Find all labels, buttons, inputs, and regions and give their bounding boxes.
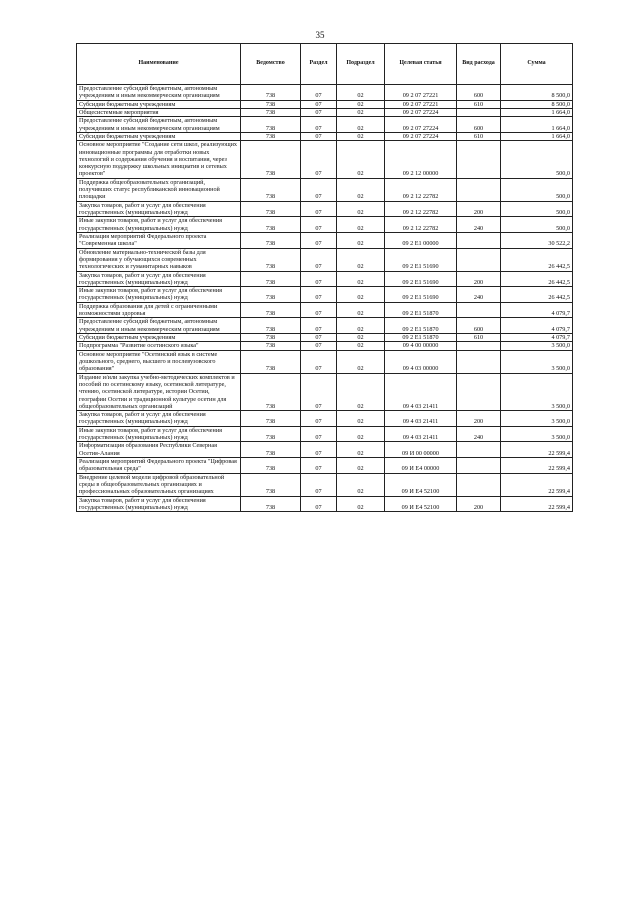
cell-section: 07 bbox=[301, 496, 337, 512]
cell-amount: 26 442,5 bbox=[501, 248, 573, 271]
cell-department: 738 bbox=[241, 350, 301, 373]
cell-amount: 4 079,7 bbox=[501, 334, 573, 342]
cell-section: 07 bbox=[301, 217, 337, 233]
table-row bbox=[77, 117, 573, 133]
cell-name: Субсидии бюджетным учреждениям bbox=[77, 334, 241, 342]
cell-expense-type: 600 bbox=[457, 318, 501, 334]
cell-department: 738 bbox=[241, 318, 301, 334]
cell-name: Закупка товаров, работ и услуг для обеспечения государственных (муниципальных) нужд bbox=[77, 201, 241, 217]
cell-amount: 22 599,4 bbox=[501, 458, 573, 474]
cell-subsection: 02 bbox=[337, 334, 385, 342]
cell-department: 738 bbox=[241, 458, 301, 474]
cell-amount: 26 442,5 bbox=[501, 287, 573, 303]
cell-amount: 500,0 bbox=[501, 201, 573, 217]
table-row bbox=[77, 178, 573, 201]
table-row bbox=[77, 217, 573, 233]
cell-name: Закупка товаров, работ и услуг для обеспечения государственных (муниципальных) нужд bbox=[77, 496, 241, 512]
cell-expense-type: 240 bbox=[457, 426, 501, 442]
table-row bbox=[77, 85, 573, 101]
cell-name: Реализация мероприятий Федерального проекта "Современная школа" bbox=[77, 232, 241, 248]
table-row bbox=[77, 342, 573, 350]
cell-section: 07 bbox=[301, 141, 337, 179]
cell-subsection: 02 bbox=[337, 117, 385, 133]
cell-department: 738 bbox=[241, 426, 301, 442]
cell-expense-type bbox=[457, 350, 501, 373]
cell-name: Субсидии бюджетным учреждениям bbox=[77, 132, 241, 140]
cell-expense-type bbox=[457, 442, 501, 458]
cell-subsection: 02 bbox=[337, 217, 385, 233]
cell-target-article: 09 2 E1 51690 bbox=[385, 271, 457, 287]
cell-target-article: 09 2 07 27224 bbox=[385, 117, 457, 133]
cell-expense-type bbox=[457, 458, 501, 474]
cell-amount: 30 522,2 bbox=[501, 232, 573, 248]
table-row bbox=[77, 334, 573, 342]
cell-department: 738 bbox=[241, 411, 301, 427]
cell-name: Поддержка образования для детей с ограниченными возможностями здоровья bbox=[77, 302, 241, 318]
cell-target-article: 09 2 E1 51870 bbox=[385, 302, 457, 318]
cell-subsection: 02 bbox=[337, 287, 385, 303]
cell-target-article: 09 4 03 21411 bbox=[385, 373, 457, 411]
table-row bbox=[77, 411, 573, 427]
table-row bbox=[77, 373, 573, 411]
cell-subsection: 02 bbox=[337, 442, 385, 458]
cell-subsection: 02 bbox=[337, 271, 385, 287]
cell-target-article: 09 2 E1 51870 bbox=[385, 334, 457, 342]
cell-target-article: 09 2 07 27221 bbox=[385, 100, 457, 108]
cell-section: 07 bbox=[301, 342, 337, 350]
cell-section: 07 bbox=[301, 248, 337, 271]
cell-subsection: 02 bbox=[337, 342, 385, 350]
table-row bbox=[77, 108, 573, 116]
cell-target-article: 09 И E4 52100 bbox=[385, 496, 457, 512]
cell-section: 07 bbox=[301, 201, 337, 217]
cell-target-article: 09 2 07 27221 bbox=[385, 85, 457, 101]
cell-amount: 3 500,0 bbox=[501, 373, 573, 411]
cell-section: 07 bbox=[301, 117, 337, 133]
table-row bbox=[77, 302, 573, 318]
cell-expense-type bbox=[457, 302, 501, 318]
cell-amount: 22 599,4 bbox=[501, 473, 573, 496]
cell-department: 738 bbox=[241, 100, 301, 108]
cell-section: 07 bbox=[301, 411, 337, 427]
cell-department: 738 bbox=[241, 302, 301, 318]
header-expense-type: Вид расхода bbox=[457, 44, 501, 85]
cell-subsection: 02 bbox=[337, 232, 385, 248]
table-row bbox=[77, 248, 573, 271]
cell-expense-type: 200 bbox=[457, 496, 501, 512]
cell-section: 07 bbox=[301, 334, 337, 342]
cell-target-article: 09 И E4 52100 bbox=[385, 473, 457, 496]
cell-expense-type bbox=[457, 178, 501, 201]
cell-amount: 3 500,0 bbox=[501, 350, 573, 373]
cell-expense-type: 610 bbox=[457, 100, 501, 108]
cell-department: 738 bbox=[241, 442, 301, 458]
cell-department: 738 bbox=[241, 85, 301, 101]
header-amount: Сумма bbox=[501, 44, 573, 85]
cell-section: 07 bbox=[301, 473, 337, 496]
cell-department: 738 bbox=[241, 248, 301, 271]
cell-subsection: 02 bbox=[337, 100, 385, 108]
cell-department: 738 bbox=[241, 232, 301, 248]
cell-target-article: 09 2 E1 51690 bbox=[385, 248, 457, 271]
cell-subsection: 02 bbox=[337, 248, 385, 271]
cell-amount: 4 079,7 bbox=[501, 302, 573, 318]
table-row bbox=[77, 318, 573, 334]
cell-section: 07 bbox=[301, 85, 337, 101]
page-number: 35 bbox=[315, 30, 325, 40]
cell-subsection: 02 bbox=[337, 178, 385, 201]
cell-subsection: 02 bbox=[337, 496, 385, 512]
cell-expense-type bbox=[457, 108, 501, 116]
cell-department: 738 bbox=[241, 287, 301, 303]
cell-name: Закупка товаров, работ и услуг для обеспечения государственных (муниципальных) нужд bbox=[77, 271, 241, 287]
cell-amount: 1 664,0 bbox=[501, 117, 573, 133]
cell-expense-type: 600 bbox=[457, 117, 501, 133]
cell-amount: 500,0 bbox=[501, 178, 573, 201]
cell-subsection: 02 bbox=[337, 85, 385, 101]
table-row bbox=[77, 141, 573, 179]
cell-target-article: 09 4 03 21411 bbox=[385, 411, 457, 427]
cell-section: 07 bbox=[301, 287, 337, 303]
table-row bbox=[77, 442, 573, 458]
cell-subsection: 02 bbox=[337, 108, 385, 116]
cell-department: 738 bbox=[241, 108, 301, 116]
cell-target-article: 09 2 07 27224 bbox=[385, 132, 457, 140]
table-row bbox=[77, 458, 573, 474]
table-row bbox=[77, 201, 573, 217]
cell-name: Информатизация образования Республики Северная Осетия-Алания bbox=[77, 442, 241, 458]
cell-expense-type: 600 bbox=[457, 85, 501, 101]
cell-amount: 8 500,0 bbox=[501, 85, 573, 101]
cell-section: 07 bbox=[301, 373, 337, 411]
cell-expense-type: 610 bbox=[457, 132, 501, 140]
cell-name: Предоставление субсидий бюджетным, автономным учреждениям и иным некоммерческим организациям bbox=[77, 318, 241, 334]
table-row bbox=[77, 473, 573, 496]
cell-department: 738 bbox=[241, 342, 301, 350]
header-target-article: Целевая статья bbox=[385, 44, 457, 85]
cell-subsection: 02 bbox=[337, 373, 385, 411]
cell-name: Предоставление субсидий бюджетным, автономным учреждениям и иным некоммерческим организациям bbox=[77, 85, 241, 101]
cell-department: 738 bbox=[241, 201, 301, 217]
cell-department: 738 bbox=[241, 132, 301, 140]
cell-department: 738 bbox=[241, 141, 301, 179]
cell-amount: 3 500,0 bbox=[501, 411, 573, 427]
cell-name: Основное мероприятие "Создание сети школ, реализующих инновационные программы для отработки новых технологий и содержания обучения и воспитания, через конкурсную поддержку школьных инициатив и сетевых проектов" bbox=[77, 141, 241, 179]
table-row bbox=[77, 496, 573, 512]
header-section: Раздел bbox=[301, 44, 337, 85]
table-row bbox=[77, 287, 573, 303]
cell-name: Обновление материально-технической базы для формирования у обучающихся современных технологических и гуманитарных навыков bbox=[77, 248, 241, 271]
cell-target-article: 09 2 12 22782 bbox=[385, 201, 457, 217]
cell-department: 738 bbox=[241, 178, 301, 201]
cell-target-article: 09 2 E1 51690 bbox=[385, 287, 457, 303]
cell-target-article: 09 2 E1 51870 bbox=[385, 318, 457, 334]
cell-name: Общесистемные мероприятия bbox=[77, 108, 241, 116]
cell-name: Закупка товаров, работ и услуг для обеспечения государственных (муниципальных) нужд bbox=[77, 411, 241, 427]
cell-expense-type: 240 bbox=[457, 217, 501, 233]
cell-amount: 4 079,7 bbox=[501, 318, 573, 334]
cell-expense-type: 240 bbox=[457, 287, 501, 303]
cell-subsection: 02 bbox=[337, 458, 385, 474]
cell-section: 07 bbox=[301, 318, 337, 334]
header-subsection: Подраздел bbox=[337, 44, 385, 85]
cell-name: Подпрограмма "Развитие осетинского языка" bbox=[77, 342, 241, 350]
cell-amount: 8 500,0 bbox=[501, 100, 573, 108]
cell-target-article: 09 2 E1 00000 bbox=[385, 232, 457, 248]
cell-amount: 1 664,0 bbox=[501, 132, 573, 140]
cell-expense-type bbox=[457, 342, 501, 350]
cell-expense-type bbox=[457, 141, 501, 179]
cell-name: Основное мероприятие "Осетинский язык в системе дошкольного, среднего, высшего и послевузовского образования" bbox=[77, 350, 241, 373]
cell-section: 07 bbox=[301, 458, 337, 474]
table-row bbox=[77, 100, 573, 108]
cell-department: 738 bbox=[241, 473, 301, 496]
cell-target-article: 09 2 12 22782 bbox=[385, 217, 457, 233]
cell-amount: 22 599,4 bbox=[501, 496, 573, 512]
cell-department: 738 bbox=[241, 334, 301, 342]
table-row bbox=[77, 232, 573, 248]
table-row bbox=[77, 132, 573, 140]
cell-expense-type bbox=[457, 248, 501, 271]
cell-subsection: 02 bbox=[337, 141, 385, 179]
cell-subsection: 02 bbox=[337, 318, 385, 334]
cell-subsection: 02 bbox=[337, 201, 385, 217]
cell-target-article: 09 4 00 00000 bbox=[385, 342, 457, 350]
cell-name: Издание и/или закупка учебно-методических комплектов и пособий по осетинскому языку, осетинской литературе, чтению, осетинской литературе, истории Осетии, географии Осетии и традиционной культуре осетин для общеобразовательных организаций bbox=[77, 373, 241, 411]
cell-section: 07 bbox=[301, 302, 337, 318]
cell-target-article: 09 2 12 22782 bbox=[385, 178, 457, 201]
cell-target-article: 09 И E4 00000 bbox=[385, 458, 457, 474]
cell-section: 07 bbox=[301, 350, 337, 373]
cell-name: Иные закупки товаров, работ и услуг для обеспечения государственных (муниципальных) нужд bbox=[77, 217, 241, 233]
cell-department: 738 bbox=[241, 373, 301, 411]
cell-expense-type: 610 bbox=[457, 334, 501, 342]
cell-name: Внедрение целевой модели цифровой образовательной среды в общеобразовательных организациях и профессиональных образовательных организациях bbox=[77, 473, 241, 496]
cell-amount: 26 442,5 bbox=[501, 271, 573, 287]
cell-amount: 3 500,0 bbox=[501, 342, 573, 350]
cell-amount: 3 500,0 bbox=[501, 426, 573, 442]
cell-name: Иные закупки товаров, работ и услуг для обеспечения государственных (муниципальных) нужд bbox=[77, 287, 241, 303]
header-name: Наименование bbox=[77, 44, 241, 85]
cell-expense-type: 200 bbox=[457, 271, 501, 287]
cell-target-article: 09 4 03 00000 bbox=[385, 350, 457, 373]
cell-amount: 1 664,0 bbox=[501, 108, 573, 116]
cell-target-article: 09 И 00 00000 bbox=[385, 442, 457, 458]
budget-table bbox=[76, 43, 573, 512]
table-row bbox=[77, 271, 573, 287]
cell-amount: 500,0 bbox=[501, 217, 573, 233]
cell-section: 07 bbox=[301, 232, 337, 248]
cell-expense-type bbox=[457, 373, 501, 411]
header-department: Ведомство bbox=[241, 44, 301, 85]
cell-subsection: 02 bbox=[337, 473, 385, 496]
cell-expense-type bbox=[457, 473, 501, 496]
cell-name: Реализация мероприятий Федерального проекта "Цифровая образовательная среда" bbox=[77, 458, 241, 474]
cell-subsection: 02 bbox=[337, 132, 385, 140]
table-header-row bbox=[77, 44, 573, 85]
cell-target-article: 09 2 07 27224 bbox=[385, 108, 457, 116]
table-row bbox=[77, 350, 573, 373]
cell-subsection: 02 bbox=[337, 350, 385, 373]
cell-subsection: 02 bbox=[337, 426, 385, 442]
cell-expense-type bbox=[457, 232, 501, 248]
cell-target-article: 09 2 12 00000 bbox=[385, 141, 457, 179]
cell-section: 07 bbox=[301, 271, 337, 287]
cell-section: 07 bbox=[301, 108, 337, 116]
cell-amount: 500,0 bbox=[501, 141, 573, 179]
cell-name: Иные закупки товаров, работ и услуг для обеспечения государственных (муниципальных) нужд bbox=[77, 426, 241, 442]
cell-department: 738 bbox=[241, 496, 301, 512]
cell-name: Поддержка общеобразовательных организаций, получивших статус республиканской инновационной площадки bbox=[77, 178, 241, 201]
cell-section: 07 bbox=[301, 178, 337, 201]
cell-subsection: 02 bbox=[337, 411, 385, 427]
cell-subsection: 02 bbox=[337, 302, 385, 318]
cell-section: 07 bbox=[301, 426, 337, 442]
table-row bbox=[77, 426, 573, 442]
cell-target-article: 09 4 03 21411 bbox=[385, 426, 457, 442]
cell-department: 738 bbox=[241, 271, 301, 287]
cell-expense-type: 200 bbox=[457, 411, 501, 427]
cell-expense-type: 200 bbox=[457, 201, 501, 217]
cell-section: 07 bbox=[301, 442, 337, 458]
cell-department: 738 bbox=[241, 117, 301, 133]
cell-department: 738 bbox=[241, 217, 301, 233]
cell-name: Субсидии бюджетным учреждениям bbox=[77, 100, 241, 108]
cell-amount: 22 599,4 bbox=[501, 442, 573, 458]
cell-section: 07 bbox=[301, 100, 337, 108]
cell-section: 07 bbox=[301, 132, 337, 140]
cell-name: Предоставление субсидий бюджетным, автономным учреждениям и иным некоммерческим организациям bbox=[77, 117, 241, 133]
